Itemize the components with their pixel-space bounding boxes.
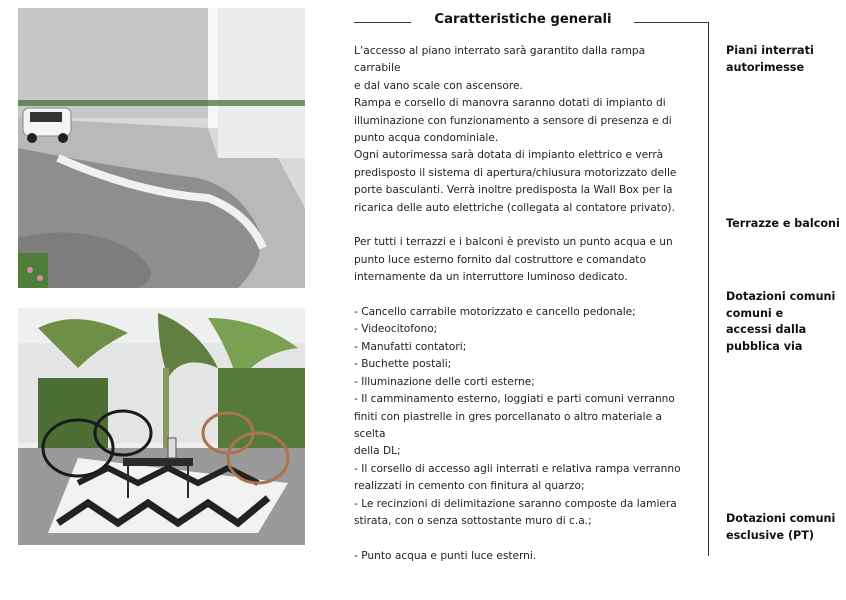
label-line: autorimesse [726, 60, 805, 74]
list-item: - Il corsello di accesso agli interrati e relativa rampa verranno [354, 462, 681, 475]
label-underground-garages [726, 43, 846, 76]
label-line: pubblica via [726, 339, 803, 353]
text-line: internamente da un interruttore luminoso dedicato. [354, 271, 628, 284]
list-item: finiti con piastrelle in gres porcellanato o altro materiale a scelta [354, 410, 662, 440]
list-item: - Cancello carrabile motorizzato e cancello pedonale; [354, 306, 636, 319]
header-rule-left [354, 22, 411, 23]
label-line: esclusive (PT) [726, 528, 815, 542]
text-line: Rampa e corsello di manovra saranno dotati di impianto di [354, 97, 666, 110]
list-item: realizzati in cemento con finitura al quarzo; [354, 480, 585, 493]
ramp-render-image [18, 8, 305, 288]
text-line: L’accesso al piano interrato sarà garantito dalla rampa carrabile [354, 45, 646, 75]
list-item: - Punto acqua e punti luce esterni. [354, 549, 537, 562]
list-item: - Il camminamento esterno, loggiati e parti comuni verranno [354, 393, 675, 406]
paragraph-terraces [354, 234, 690, 286]
text-line: punto acqua condominiale. [354, 132, 499, 145]
terrace-photo-image [18, 308, 305, 545]
paragraph-exclusive-equipment [354, 548, 690, 565]
header-rule-right [634, 22, 708, 23]
list-item: - Buchette postali; [354, 358, 452, 371]
label-line: Dotazioni comuni [726, 512, 836, 525]
list-item: - Illuminazione delle corti esterne; [354, 375, 535, 388]
text-line: Ogni autorimessa sarà dotata di impianto elettrico e verrà [354, 149, 664, 162]
label-line: accessi dalla [726, 323, 807, 336]
label-exclusive-equipment [726, 511, 846, 544]
label-line: Piani interrati [726, 44, 814, 57]
text-line: porte basculanti. Verrà inoltre predisposta la Wall Box per la [354, 184, 673, 197]
list-item: - Manufatti contatori; [354, 340, 467, 353]
label-line: comuni e [726, 306, 784, 320]
text-line: punto luce esterno fornito dal costruttore e comandato [354, 253, 646, 266]
list-item: - Le recinzioni di delimitazione saranno composte da lamiera [354, 497, 677, 510]
text-line: illuminazione con funzionamento a sensore di presenza e di [354, 114, 672, 127]
list-item: della DL; [354, 445, 401, 458]
paragraph-garages [354, 43, 690, 217]
label-terraces [726, 216, 846, 233]
list-item: stirata, con o senza sottostante muro di c.a.; [354, 514, 592, 527]
paragraph-common-equipment [354, 304, 690, 530]
list-item: - Videocitofono; [354, 323, 438, 336]
label-line: Dotazioni comuni [726, 290, 836, 303]
text-line: ricarica delle auto elettriche (collegata al contatore privato). [354, 201, 675, 214]
text-line: Per tutti i terrazzi e i balconi è previsto un punto acqua e un [354, 236, 673, 249]
description-text [354, 43, 690, 565]
vertical-divider [708, 22, 709, 556]
text-line: e dal vano scale con ascensore. [354, 79, 523, 92]
section-title: Caratteristiche generali [434, 12, 612, 27]
label-line: Terrazze e balconi [726, 217, 840, 230]
label-common-equipment [726, 289, 846, 355]
text-line: predisposto il sistema di apertura/chiusura motorizzato delle [354, 166, 677, 179]
